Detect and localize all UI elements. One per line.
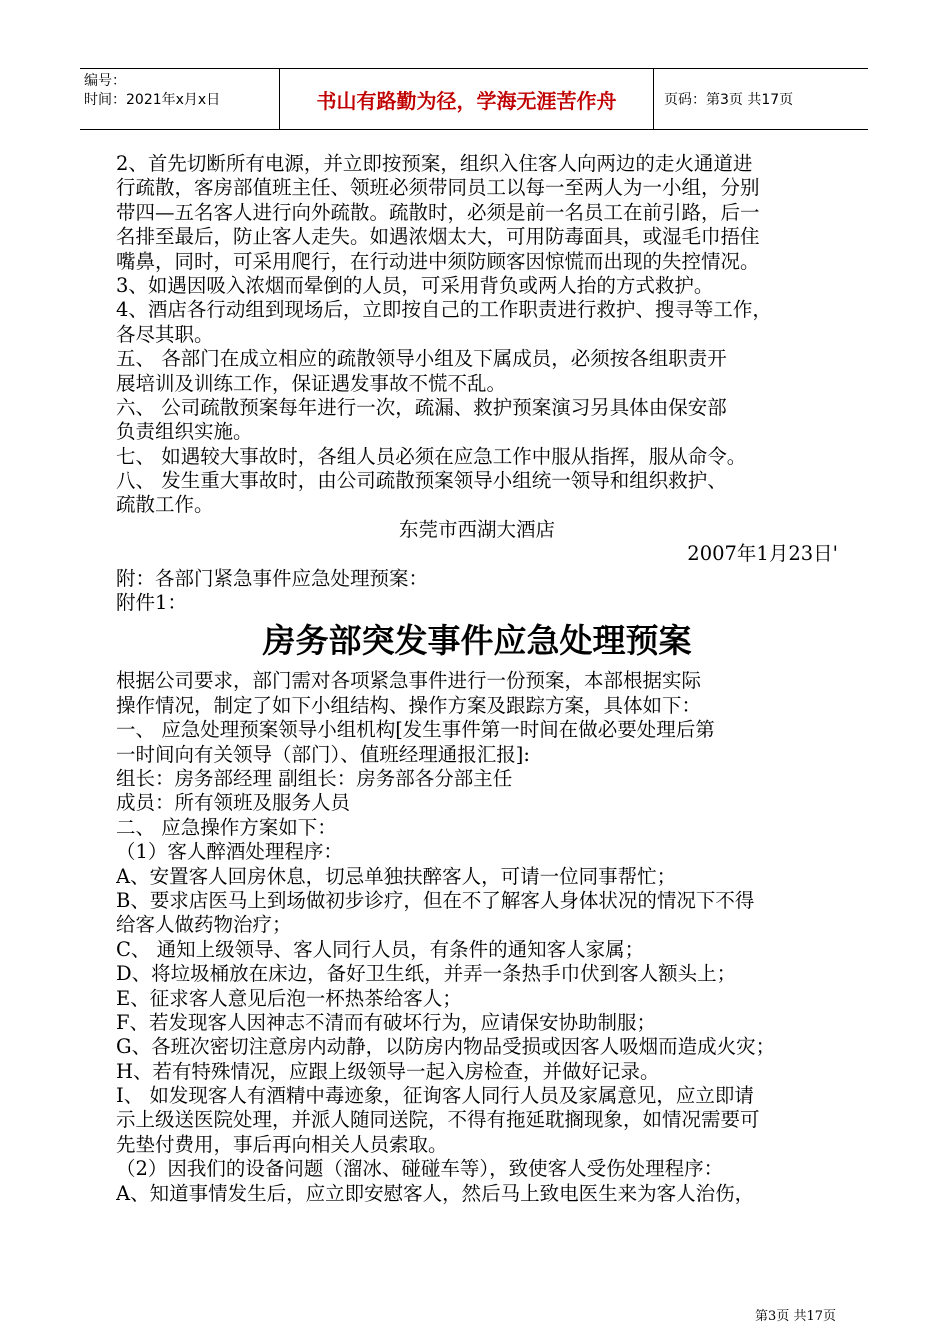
- paragraph-line: 疏散工作。: [116, 493, 214, 517]
- paragraph-line: 4、酒店各行动组到现场后，立即按自己的工作职责进行救护、搜寻等工作，: [116, 298, 772, 322]
- paragraph-line: 组长：房务部经理 副组长：房务部各分部主任: [116, 766, 513, 790]
- paragraph-line: 带四—五名客人进行向外疏散。疏散时，必须是前一名员工在前引路，后一: [116, 200, 760, 224]
- paragraph-line: 成员：所有领班及服务人员: [116, 791, 351, 815]
- paragraph-line: A、知道事情发生后，应立即安慰客人，然后马上致电医生来为客人治伤，: [116, 1181, 755, 1205]
- document-body: [116, 152, 838, 1206]
- section-title: 房务部突发事件应急处理预案: [262, 621, 692, 661]
- paragraph-line: C、 通知上级领导、客人同行人员，有条件的通知客人家属；: [116, 937, 645, 961]
- paragraph-line: B、要求店医马上到场做初步诊疗，但在不了解客人身体状况的情况下不得: [116, 888, 755, 912]
- paragraph-line: 操作情况，制定了如下小组结构、操作方案及跟踪方案，具体如下：: [116, 693, 702, 717]
- header-meta: [80, 69, 280, 129]
- paragraph-line: （1）客人醉酒处理程序：: [116, 840, 343, 864]
- paragraph-line: 给客人做药物治疗；: [116, 913, 292, 937]
- paragraph-line: 示上级送医院处理，并派人随同送院，不得有拖延耽搁现象，如情况需要可: [116, 1108, 760, 1132]
- paragraph-line: 一、 应急处理预案领导小组机构[发生事件第一时间在做必要处理后第: [116, 718, 715, 742]
- header-time: 时间：2021年x月x日: [84, 92, 221, 108]
- signature-date: 2007年1月23日': [687, 542, 838, 566]
- appendix-intro: 附：各部门紧急事件应急处理预案：: [116, 566, 429, 590]
- paragraph-line: 嘴鼻，同时，可采用爬行，在行动进中须防顾客因惊慌而出现的失控情况。: [116, 249, 760, 273]
- page-header: [80, 68, 868, 130]
- paragraph-line: A、安置客人回房休息，切忌单独扶醉客人，可请一位同事帮忙；: [116, 864, 677, 888]
- paragraph-line: I、 如发现客人有酒精中毒迹象，征询客人同行人员及家属意见，应立即请: [116, 1084, 754, 1108]
- header-code: 编号：: [84, 73, 126, 89]
- paragraph-line: 行疏散，客房部值班主任、领班必须带同员工以每一至两人为一小组，分别: [116, 176, 760, 200]
- paragraph-line: E、征求客人意见后泡一杯热茶给客人；: [116, 986, 462, 1010]
- appendix-label: 附件1：: [116, 591, 187, 615]
- paragraph-line: 各尽其职。: [116, 322, 214, 346]
- paragraph-line: （2）因我们的设备问题（溜冰、碰碰车等），致使客人受伤处理程序：: [116, 1157, 724, 1181]
- paragraph-line: 3、如遇因吸入浓烟而晕倒的人员，可采用背负或两人抬的方式救护。: [116, 273, 714, 297]
- paragraph-line: 2、首先切断所有电源，并立即按预案，组织入住客人向两边的走火通道进: [116, 152, 753, 175]
- page-footer: 第3页 共17页: [755, 1309, 836, 1324]
- paragraph-line: 二、 应急操作方案如下：: [116, 815, 337, 839]
- paragraph-line: 先垫付费用，事后再向相关人员索取。: [116, 1132, 448, 1156]
- paragraph-line: H、若有特殊情况，应跟上级领导一起入房检查，并做好记录。: [116, 1059, 660, 1083]
- paragraph-line: 根据公司要求，部门需对各项紧急事件进行一份预案，本部根据实际: [116, 669, 702, 693]
- paragraph-line: D、将垃圾桶放在床边，备好卫生纸，并弄一条热手巾伏到客人额头上；: [116, 962, 737, 986]
- paragraph-line: 六、 公司疏散预案每年进行一次，疏漏、救护预案演习另具体由保安部: [116, 395, 727, 419]
- paragraph-line: 展培训及训练工作，保证遇发事故不慌不乱。: [116, 371, 507, 395]
- paragraph-line: 七、 如遇较大事故时，各组人员必须在应急工作中服从指挥，服从命令。: [116, 444, 747, 468]
- paragraph-line: 负责组织实施。: [116, 420, 253, 444]
- paragraph-line: F、若发现客人因神志不清而有破坏行为，应请保安协助制服；: [116, 1010, 657, 1034]
- header-motto: 书山有路勤为径，学海无涯苦作舟: [280, 69, 654, 129]
- paragraph-line: 一时间向有关领导（部门）、值班经理通报汇报]:: [116, 742, 530, 766]
- paragraph-line: G、各班次密切注意房内动静，以防房内物品受损或因客人吸烟而造成火灾；: [116, 1035, 776, 1059]
- header-page-number: 页码：第3页 共17页: [664, 92, 794, 108]
- signature-org: 东莞市西湖大酒店: [398, 517, 555, 541]
- paragraph-line: 五、 各部门在成立相应的疏散领导小组及下属成员，必须按各组职责开: [116, 347, 727, 371]
- paragraph-line: 八、 发生重大事故时，由公司疏散预案领导小组统一领导和组织救护、: [116, 469, 727, 493]
- paragraph-line: 名排至最后，防止客人走失。如遇浓烟太大，可用防毒面具，或湿毛巾捂住: [116, 225, 760, 249]
